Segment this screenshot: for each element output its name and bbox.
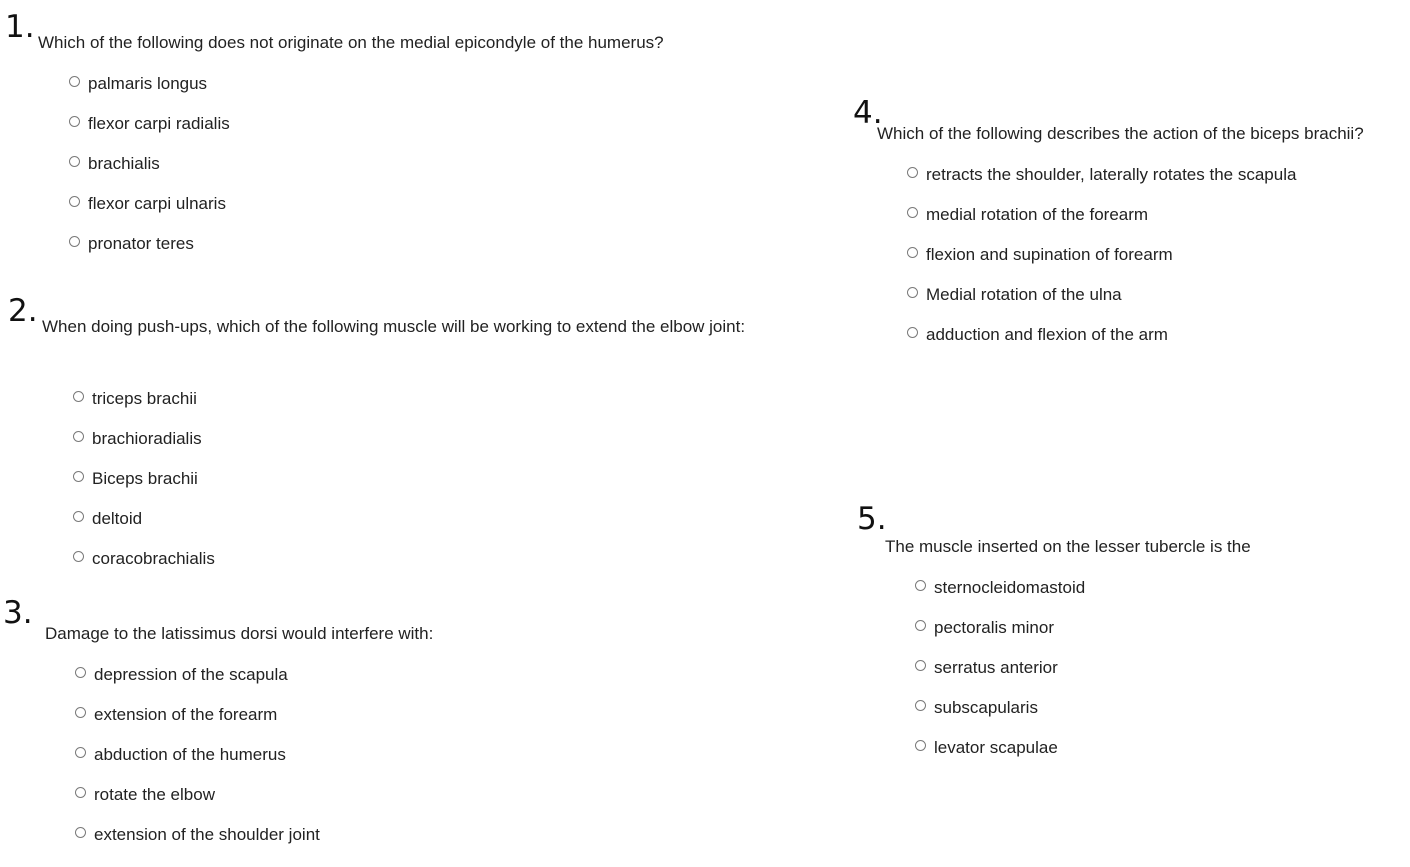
option-label: Medial rotation of the ulna [926,285,1122,304]
option-label: depression of the scapula [94,665,288,684]
option-label: levator scapulae [934,738,1058,757]
question-text: Which of the following does not originate on the medial epicondyle of the humerus? [38,33,664,52]
option-label: coracobrachialis [92,549,215,568]
option-label: brachialis [88,154,160,173]
radio-button[interactable] [75,787,86,798]
question-number: 2. [8,293,38,329]
option-label: palmaris longus [88,74,208,93]
radio-button[interactable] [73,511,84,522]
radio-button[interactable] [69,116,80,127]
option-label: flexor carpi ulnaris [88,194,226,213]
option-label: medial rotation of the forearm [926,205,1149,224]
radio-button[interactable] [73,471,84,482]
option-label: brachioradialis [92,429,202,448]
option-label: flexion and supination of forearm [926,245,1173,264]
radio-button[interactable] [907,247,918,258]
radio-button[interactable] [69,196,80,207]
option-label: rotate the elbow [94,785,215,804]
question-number: 5. [857,501,887,537]
radio-button[interactable] [75,747,86,758]
radio-button[interactable] [69,156,80,167]
radio-button[interactable] [907,287,918,298]
question-number: 3. [3,595,33,631]
option-label: extension of the forearm [94,705,278,724]
radio-button[interactable] [915,700,926,711]
option-label: pronator teres [88,234,194,253]
option-label: retracts the shoulder, laterally rotates the scapula [926,165,1297,184]
option-label: flexor carpi radialis [88,114,230,133]
radio-button[interactable] [73,431,84,442]
question-text: Damage to the latissimus dorsi would interfere with: [45,624,434,643]
radio-button[interactable] [75,827,86,838]
option-label: adduction and flexion of the arm [926,325,1168,344]
question-text: When doing push-ups, which of the following muscle will be working to extend the elbow joint: [42,317,746,336]
radio-button[interactable] [915,620,926,631]
option-label: Biceps brachii [92,469,198,488]
radio-button[interactable] [915,660,926,671]
radio-button[interactable] [73,391,84,402]
radio-button[interactable] [69,76,80,87]
radio-button[interactable] [73,551,84,562]
radio-button[interactable] [915,740,926,751]
radio-button[interactable] [915,580,926,591]
option-label: triceps brachii [92,389,197,408]
option-label: extension of the shoulder joint [94,825,320,844]
option-label: subscapularis [934,698,1038,717]
question-number: 1. [5,9,35,45]
option-label: pectoralis minor [934,618,1054,637]
option-label: serratus anterior [934,658,1058,677]
question-text: Which of the following describes the action of the biceps brachii? [877,124,1364,143]
option-label: deltoid [92,509,143,528]
option-label: abduction of the humerus [94,745,286,764]
option-label: sternocleidomastoid [934,578,1086,597]
question-number: 4. [853,95,883,131]
radio-button[interactable] [907,207,918,218]
radio-button[interactable] [907,327,918,338]
radio-button[interactable] [75,667,86,678]
radio-button[interactable] [75,707,86,718]
radio-button[interactable] [907,167,918,178]
question-text: The muscle inserted on the lesser tubercle is the [885,537,1251,556]
radio-button[interactable] [69,236,80,247]
